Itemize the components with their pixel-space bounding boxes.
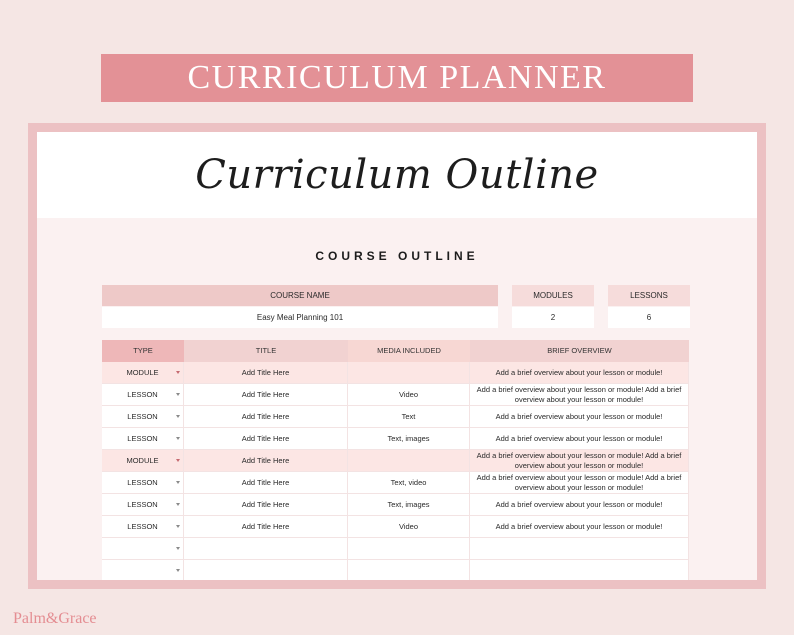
overview-cell[interactable]: Add a brief overview about your lesson or module!: [470, 362, 689, 384]
table-row: [102, 384, 689, 406]
type-dropdown[interactable]: [102, 362, 184, 384]
dropdown-caret-icon[interactable]: [176, 547, 180, 550]
type-value: MODULE: [126, 455, 159, 465]
type-dropdown[interactable]: [102, 428, 184, 450]
type-dropdown[interactable]: [102, 538, 184, 560]
table-row: [102, 560, 689, 580]
table-row: [102, 362, 689, 384]
dropdown-caret-icon[interactable]: [176, 393, 180, 396]
overview-cell[interactable]: [470, 560, 689, 580]
dropdown-caret-icon[interactable]: [176, 481, 180, 484]
dropdown-caret-icon[interactable]: [176, 569, 180, 572]
table-row: [102, 516, 689, 538]
column-header-title: TITLE: [184, 340, 348, 362]
media-cell[interactable]: Text, images: [348, 494, 470, 516]
type-value: LESSON: [127, 499, 158, 509]
brand-logo: Palm&Grace: [13, 610, 97, 627]
table-header-row: [102, 340, 689, 362]
media-cell[interactable]: Text, video: [348, 472, 470, 494]
spreadsheet-sheet: [37, 132, 757, 580]
title-cell[interactable]: Add Title Here: [184, 450, 348, 472]
title-cell[interactable]: [184, 560, 348, 580]
dropdown-caret-icon[interactable]: [176, 525, 180, 528]
type-value: LESSON: [127, 411, 158, 421]
type-dropdown[interactable]: [102, 494, 184, 516]
type-value: MODULE: [126, 367, 159, 377]
type-dropdown[interactable]: [102, 406, 184, 428]
column-header-type: TYPE: [102, 340, 184, 362]
sheet-header: [37, 132, 757, 218]
type-value: LESSON: [127, 521, 158, 531]
modules-label: MODULES: [512, 285, 594, 306]
overview-cell[interactable]: Add a brief overview about your lesson or module!: [470, 406, 689, 428]
dropdown-caret-icon[interactable]: [176, 503, 180, 506]
spreadsheet-frame: [28, 123, 766, 589]
page-banner-title: CURRICULUM PLANNER: [101, 54, 693, 102]
type-dropdown[interactable]: [102, 516, 184, 538]
type-dropdown[interactable]: [102, 384, 184, 406]
media-cell[interactable]: [348, 538, 470, 560]
table-row: [102, 450, 689, 472]
media-cell[interactable]: [348, 450, 470, 472]
title-cell[interactable]: Add Title Here: [184, 384, 348, 406]
script-title: Curriculum Outline: [195, 152, 599, 198]
title-cell[interactable]: Add Title Here: [184, 472, 348, 494]
dropdown-caret-icon[interactable]: [176, 437, 180, 440]
type-dropdown[interactable]: [102, 560, 184, 580]
dropdown-caret-icon[interactable]: [176, 371, 180, 374]
lessons-label: LESSONS: [608, 285, 690, 306]
title-cell[interactable]: Add Title Here: [184, 362, 348, 384]
title-cell[interactable]: Add Title Here: [184, 494, 348, 516]
title-cell[interactable]: Add Title Here: [184, 406, 348, 428]
overview-cell[interactable]: Add a brief overview about your lesson or module! Add a brief overview about your lesson or module!: [470, 384, 689, 406]
overview-cell[interactable]: Add a brief overview about your lesson or module! Add a brief overview about your lesson or module!: [470, 450, 689, 472]
type-dropdown[interactable]: [102, 450, 184, 472]
media-cell[interactable]: Video: [348, 384, 470, 406]
media-cell[interactable]: [348, 560, 470, 580]
title-cell[interactable]: Add Title Here: [184, 516, 348, 538]
column-header-overview: BRIEF OVERVIEW: [470, 340, 689, 362]
overview-cell[interactable]: Add a brief overview about your lesson or module!: [470, 494, 689, 516]
type-value: LESSON: [127, 433, 158, 443]
overview-cell[interactable]: [470, 538, 689, 560]
table-row: [102, 494, 689, 516]
lessons-value[interactable]: 6: [608, 307, 690, 328]
table-row: [102, 472, 689, 494]
dropdown-caret-icon[interactable]: [176, 459, 180, 462]
modules-value[interactable]: 2: [512, 307, 594, 328]
title-cell[interactable]: [184, 538, 348, 560]
table-row: [102, 428, 689, 450]
course-name-value[interactable]: Easy Meal Planning 101: [102, 307, 498, 328]
table-row: [102, 538, 689, 560]
table-row: [102, 406, 689, 428]
media-cell[interactable]: Text, images: [348, 428, 470, 450]
overview-cell[interactable]: Add a brief overview about your lesson or module! Add a brief overview about your lesson or module!: [470, 472, 689, 494]
column-header-media: MEDIA INCLUDED: [348, 340, 470, 362]
overview-cell[interactable]: Add a brief overview about your lesson or module!: [470, 428, 689, 450]
media-cell[interactable]: Video: [348, 516, 470, 538]
dropdown-caret-icon[interactable]: [176, 415, 180, 418]
overview-cell[interactable]: Add a brief overview about your lesson or module!: [470, 516, 689, 538]
type-value: LESSON: [127, 389, 158, 399]
media-cell[interactable]: Text: [348, 406, 470, 428]
type-value: LESSON: [127, 477, 158, 487]
media-cell[interactable]: [348, 362, 470, 384]
section-title: COURSE OUTLINE: [315, 249, 479, 263]
type-dropdown[interactable]: [102, 472, 184, 494]
course-name-label: COURSE NAME: [102, 285, 498, 306]
title-cell[interactable]: Add Title Here: [184, 428, 348, 450]
